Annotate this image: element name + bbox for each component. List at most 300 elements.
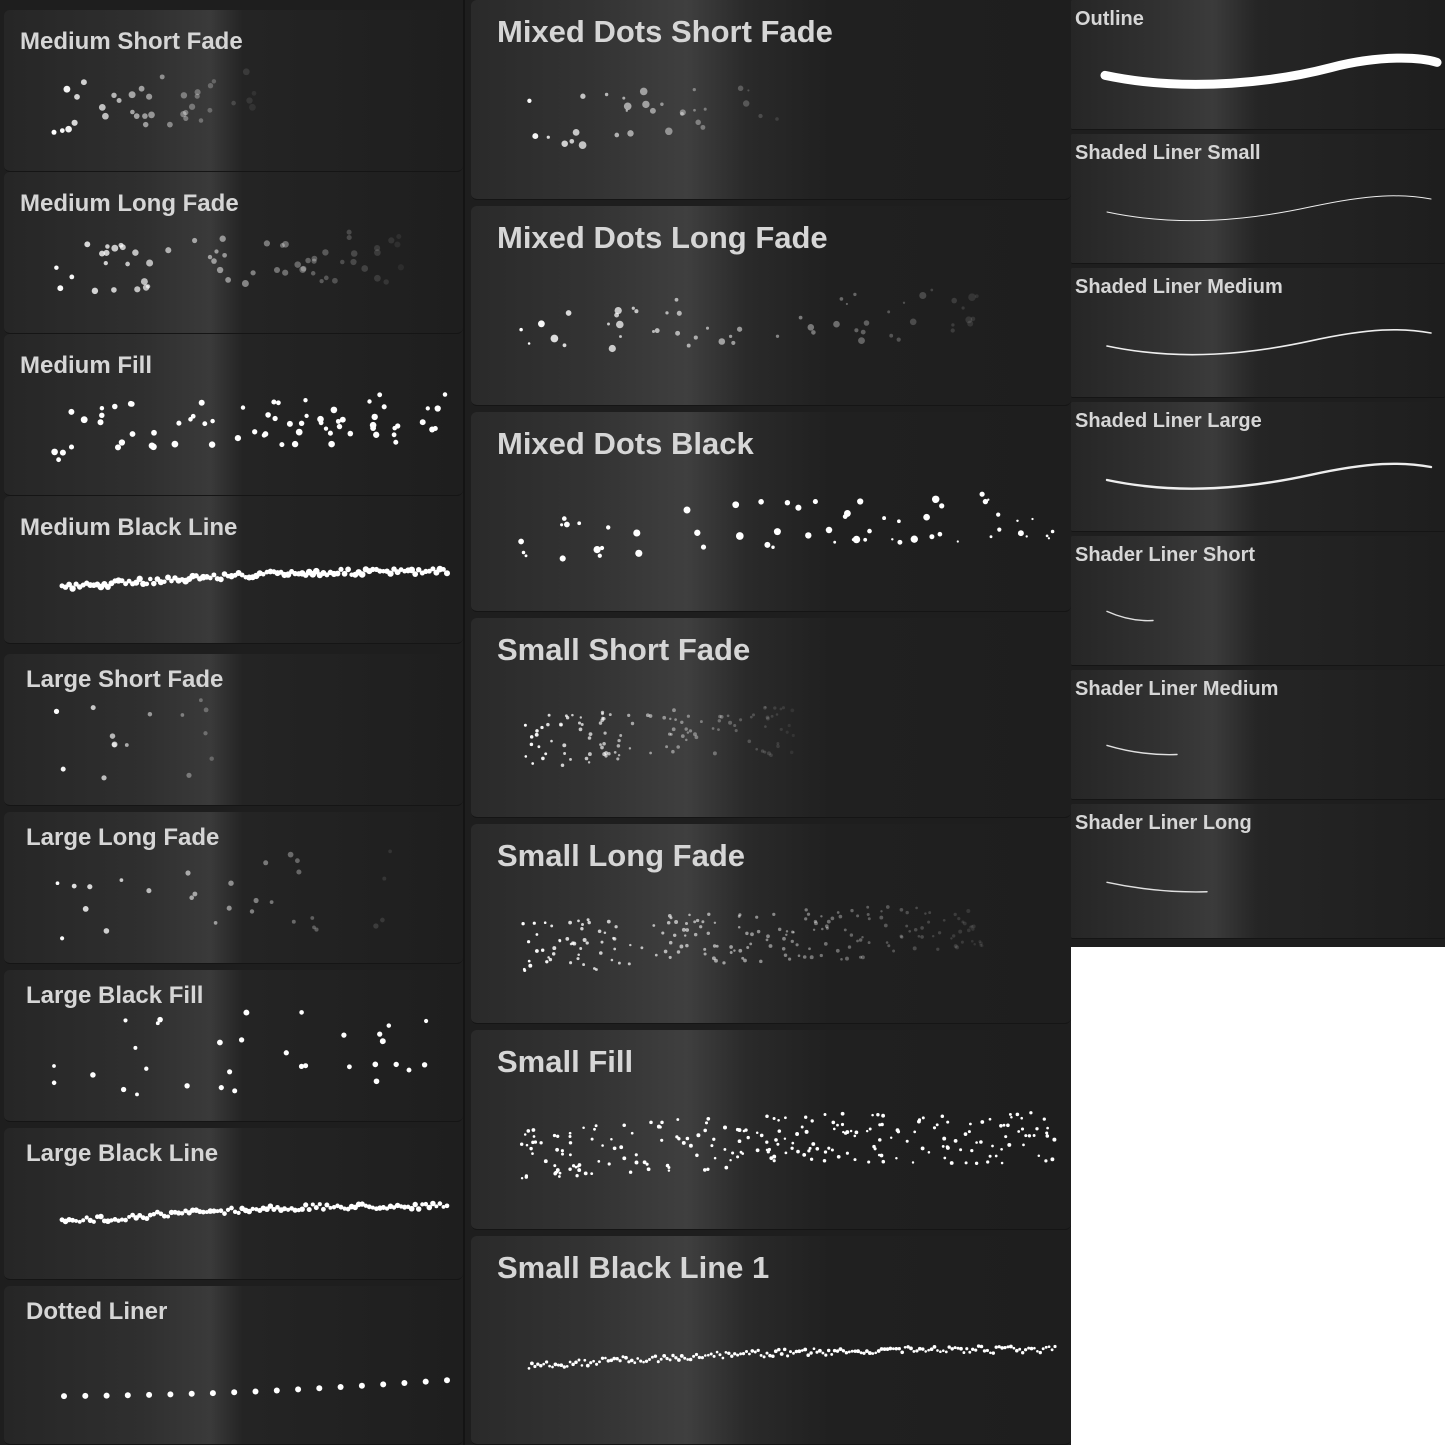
small-black-line-1-stroke-dot-59 bbox=[701, 1356, 704, 1359]
brush-card-mixed-dots-short-fade[interactable] bbox=[471, 0, 1071, 200]
brush-card-mixed-dots-black[interactable] bbox=[471, 412, 1071, 612]
mixed-dots-black-stroke-dot-59 bbox=[1031, 518, 1033, 520]
medium-long-fade-stroke-dot-56 bbox=[311, 271, 316, 276]
small-short-fade-stroke-dot-37 bbox=[776, 713, 779, 716]
small-fill-stroke-dot-123 bbox=[1046, 1134, 1050, 1138]
small-black-line-1-stroke-dot-7 bbox=[548, 1365, 551, 1368]
mixed-dots-short-fade-stroke-dot-23 bbox=[527, 99, 531, 103]
small-fill-stroke-dot-178 bbox=[837, 1155, 841, 1159]
small-fill-stroke-dot-28 bbox=[773, 1159, 776, 1162]
mixed-dots-long-fade-stroke-dot-10 bbox=[861, 330, 866, 335]
small-fill-stroke-dot-33 bbox=[804, 1116, 807, 1119]
medium-black-line-stroke-dot-29 bbox=[162, 579, 167, 584]
brush-card-shader-liner-long[interactable] bbox=[1071, 804, 1445, 939]
small-fill-stroke-dot-127 bbox=[1045, 1131, 1048, 1134]
mixed-dots-black-stroke-dot-35 bbox=[863, 538, 867, 542]
mixed-dots-black-stroke-dot-51 bbox=[932, 496, 939, 503]
small-short-fade-stroke-dot-1 bbox=[609, 713, 612, 716]
small-fill-stroke-dot-219 bbox=[768, 1148, 771, 1151]
small-long-fade-stroke-dot-118 bbox=[796, 943, 799, 946]
small-long-fade-stroke-dot-28 bbox=[924, 912, 926, 914]
medium-long-fade-stroke-dot-55 bbox=[322, 249, 328, 255]
medium-fill-stroke-dot-51 bbox=[130, 431, 136, 437]
small-short-fade-stroke-dot-91 bbox=[764, 706, 766, 708]
large-long-fade-stroke-dot-19 bbox=[263, 860, 268, 865]
medium-short-fade-stroke-dot-22 bbox=[199, 118, 204, 123]
brush-name: Shaded Liner Small bbox=[1075, 142, 1261, 164]
brush-card-shaded-liner-large[interactable] bbox=[1071, 402, 1445, 532]
small-short-fade-stroke-dot-67 bbox=[773, 706, 776, 709]
small-black-line-1-stroke-dot-42 bbox=[651, 1356, 654, 1359]
brush-card-shaded-liner-small[interactable] bbox=[1071, 134, 1445, 264]
small-black-line-1-stroke-dot-29 bbox=[612, 1357, 616, 1361]
medium-fill-stroke-dot-54 bbox=[296, 429, 303, 436]
small-black-line-1-stroke-dot-1 bbox=[530, 1362, 534, 1366]
small-fill-stroke-dot-0 bbox=[922, 1116, 925, 1119]
small-short-fade-stroke-dot-42 bbox=[776, 742, 779, 745]
small-long-fade-stroke-dot-144 bbox=[766, 939, 769, 942]
brush-card-large-black-line[interactable] bbox=[4, 1128, 463, 1280]
small-long-fade-stroke-dot-81 bbox=[798, 954, 801, 957]
small-black-line-1-stroke-dot-12 bbox=[563, 1365, 566, 1368]
small-fill-stroke-dot-161 bbox=[531, 1152, 534, 1155]
small-long-fade-stroke-dot-112 bbox=[807, 913, 810, 916]
mixed-dots-short-fade-stroke-dot-10 bbox=[569, 139, 574, 144]
small-fill-stroke-dot-188 bbox=[712, 1138, 715, 1141]
small-short-fade-stroke-dot-93 bbox=[601, 712, 604, 715]
small-long-fade-stroke-dot-171 bbox=[887, 944, 890, 947]
small-fill-stroke-dot-150 bbox=[706, 1168, 709, 1171]
small-black-line-1-stroke-dot-74 bbox=[745, 1350, 748, 1353]
small-long-fade-stroke-dot-138 bbox=[570, 943, 573, 946]
medium-long-fade-stroke-dot-24 bbox=[351, 250, 358, 257]
mixed-dots-long-fade-stroke-dot-35 bbox=[799, 316, 803, 320]
small-long-fade-stroke-dot-169 bbox=[850, 909, 853, 912]
small-fill-stroke-dot-215 bbox=[844, 1132, 847, 1135]
small-long-fade-stroke-dot-60 bbox=[587, 921, 590, 924]
brush-card-small-fill[interactable] bbox=[471, 1030, 1071, 1230]
mixed-dots-black-stroke-dot-55 bbox=[522, 551, 526, 555]
small-fill-stroke-dot-117 bbox=[942, 1145, 945, 1148]
medium-fill-stroke-dot-63 bbox=[324, 426, 328, 430]
large-black-fill-stroke-dot-23 bbox=[184, 1083, 189, 1088]
medium-fill-stroke-dot-0 bbox=[81, 416, 88, 423]
mixed-dots-black-stroke-dot-28 bbox=[1051, 530, 1055, 534]
small-short-fade-stroke-dot-86 bbox=[617, 739, 620, 742]
large-black-fill-stroke-dot-0 bbox=[227, 1069, 232, 1074]
small-long-fade-stroke-dot-18 bbox=[679, 945, 683, 949]
brush-name: Mixed Dots Long Fade bbox=[497, 220, 828, 255]
brush-card-large-black-fill[interactable] bbox=[4, 970, 463, 1122]
small-fill-stroke-dot-104 bbox=[647, 1167, 651, 1171]
brush-card-large-long-fade[interactable] bbox=[4, 812, 463, 964]
medium-fill-stroke-dot-10 bbox=[367, 399, 371, 403]
small-black-line-1-stroke-dot-148 bbox=[962, 1351, 965, 1354]
mixed-dots-black-stroke-dot-0 bbox=[939, 503, 944, 508]
medium-long-fade-stroke-dot-45 bbox=[120, 244, 126, 250]
medium-long-fade-stroke-dot-4 bbox=[264, 240, 270, 246]
brush-card-medium-black-line[interactable] bbox=[4, 496, 463, 644]
small-short-fade-stroke-dot-75 bbox=[755, 748, 758, 751]
brush-card-shaded-liner-medium[interactable] bbox=[1071, 268, 1445, 398]
small-fill-stroke-dot-74 bbox=[950, 1161, 954, 1165]
brush-column-1 bbox=[0, 0, 463, 1445]
small-fill-stroke-dot-197 bbox=[769, 1156, 773, 1160]
small-black-line-1-stroke-dot-97 bbox=[813, 1347, 816, 1350]
small-long-fade-stroke-dot-70 bbox=[786, 930, 788, 932]
small-black-line-1-stroke-dot-110 bbox=[851, 1350, 854, 1353]
small-fill-stroke-dot-76 bbox=[643, 1160, 647, 1164]
dotted-liner-stroke-dot-8 bbox=[231, 1389, 237, 1395]
small-fill-stroke-dot-183 bbox=[913, 1131, 916, 1134]
mixed-dots-long-fade-stroke-dot-52 bbox=[706, 327, 709, 330]
medium-fill-stroke-dot-28 bbox=[331, 407, 338, 414]
brush-card-small-short-fade[interactable] bbox=[471, 618, 1071, 818]
medium-long-fade-stroke-dot-49 bbox=[282, 270, 288, 276]
medium-black-line-stroke-dot-24 bbox=[144, 582, 149, 587]
medium-long-fade-stroke-dot-5 bbox=[165, 247, 171, 253]
mixed-dots-long-fade-stroke-dot-49 bbox=[614, 313, 619, 318]
small-short-fade-stroke-dot-26 bbox=[685, 727, 688, 730]
small-short-fade-stroke-dot-4 bbox=[671, 750, 675, 754]
large-black-line-stroke-dot-11 bbox=[98, 1214, 104, 1220]
small-short-fade-stroke-dot-74 bbox=[602, 742, 606, 746]
large-black-line-stroke-dot-48 bbox=[229, 1206, 234, 1211]
small-long-fade-stroke-dot-49 bbox=[905, 925, 908, 928]
small-black-line-1-stroke-dot-107 bbox=[842, 1349, 845, 1352]
small-long-fade-stroke-dot-156 bbox=[668, 914, 672, 918]
brush-card-small-black-line-1[interactable] bbox=[471, 1236, 1071, 1445]
medium-fill-stroke-dot-5 bbox=[68, 409, 74, 415]
small-black-line-1-stroke-dot-54 bbox=[686, 1358, 689, 1361]
medium-fill-stroke-dot-39 bbox=[151, 430, 157, 436]
small-fill-stroke-dot-108 bbox=[526, 1144, 529, 1147]
medium-short-fade-stroke-dot-20 bbox=[81, 79, 87, 85]
large-black-fill-stroke-dot-31 bbox=[372, 1062, 378, 1068]
small-fill-stroke-dot-72 bbox=[569, 1132, 572, 1135]
small-long-fade-stroke-dot-154 bbox=[915, 907, 918, 910]
small-black-line-1-stroke-dot-92 bbox=[797, 1349, 801, 1353]
small-short-fade-stroke-dot-6 bbox=[733, 724, 736, 727]
small-short-fade-stroke-dot-32 bbox=[672, 727, 676, 731]
small-short-fade-stroke-dot-35 bbox=[548, 714, 551, 717]
medium-fill-stroke-dot-11 bbox=[337, 424, 342, 429]
small-long-fade-stroke-dot-4 bbox=[978, 940, 981, 943]
mixed-dots-short-fade-stroke-dot-3 bbox=[758, 114, 762, 118]
small-short-fade-stroke-dot-62 bbox=[687, 715, 690, 718]
small-fill-stroke-dot-111 bbox=[881, 1114, 885, 1118]
small-long-fade-stroke-dot-177 bbox=[839, 915, 843, 919]
large-black-fill-stroke-dot-17 bbox=[144, 1067, 148, 1071]
small-long-fade-stroke-dot-76 bbox=[913, 946, 917, 950]
small-fill-stroke-dot-163 bbox=[582, 1127, 585, 1130]
small-black-line-1-stroke-dot-93 bbox=[801, 1349, 804, 1352]
brush-card-outline[interactable] bbox=[1071, 0, 1445, 130]
small-short-fade-stroke-dot-33 bbox=[780, 708, 783, 711]
small-long-fade-stroke-dot-103 bbox=[667, 921, 671, 925]
small-long-fade-stroke-dot-115 bbox=[713, 944, 716, 947]
small-long-fade-stroke-dot-56 bbox=[738, 926, 741, 929]
mixed-dots-long-fade-stroke-dot-39 bbox=[566, 310, 572, 316]
small-black-line-1-stroke-dot-88 bbox=[786, 1354, 789, 1357]
mixed-dots-short-fade-stroke-dot-5 bbox=[738, 86, 744, 92]
small-long-fade-stroke-dot-113 bbox=[694, 933, 697, 936]
large-long-fade-stroke-dot-4 bbox=[250, 909, 254, 913]
small-long-fade-stroke-dot-149 bbox=[730, 951, 733, 954]
small-long-fade-stroke-dot-121 bbox=[772, 913, 775, 916]
large-black-fill-stroke-dot-10 bbox=[394, 1062, 399, 1067]
mixed-dots-black-stroke-dot-10 bbox=[997, 528, 1001, 532]
small-fill-stroke-dot-171 bbox=[531, 1141, 534, 1144]
medium-fill-stroke-dot-64 bbox=[328, 441, 335, 448]
mixed-dots-long-fade-stroke-dot-17 bbox=[607, 323, 610, 326]
small-long-fade-stroke-dot-47 bbox=[782, 937, 786, 941]
small-fill-stroke-dot-119 bbox=[933, 1126, 936, 1129]
small-fill-stroke-dot-68 bbox=[601, 1144, 604, 1147]
medium-fill-stroke-dot-49 bbox=[382, 404, 387, 409]
brush-stroke-preview bbox=[4, 172, 463, 334]
large-short-fade-stroke-dot-11 bbox=[61, 767, 66, 772]
mixed-dots-long-fade-stroke-dot-15 bbox=[776, 335, 779, 338]
medium-fill-stroke-dot-38 bbox=[328, 431, 333, 436]
mixed-dots-short-fade-stroke-dot-13 bbox=[624, 102, 632, 110]
small-long-fade-stroke-dot-61 bbox=[850, 933, 853, 936]
small-short-fade-stroke-dot-89 bbox=[766, 717, 770, 721]
small-black-line-1-stroke-dot-72 bbox=[739, 1352, 742, 1355]
medium-short-fade-stroke-dot-36 bbox=[246, 97, 252, 103]
brush-card-medium-short-fade[interactable] bbox=[4, 10, 463, 172]
large-black-fill-stroke-dot-8 bbox=[133, 1046, 137, 1050]
small-fill-stroke-dot-79 bbox=[591, 1138, 594, 1141]
medium-short-fade-stroke-dot-32 bbox=[189, 104, 195, 110]
small-long-fade-stroke-dot-78 bbox=[640, 946, 643, 949]
small-short-fade-stroke-dot-82 bbox=[530, 743, 534, 747]
small-fill-stroke-dot-139 bbox=[866, 1130, 868, 1132]
medium-long-fade-stroke-dot-31 bbox=[192, 238, 197, 243]
brush-card-small-long-fade[interactable] bbox=[471, 824, 1071, 1024]
small-black-line-1-stroke-dot-101 bbox=[824, 1354, 827, 1357]
mixed-dots-black-stroke-dot-34 bbox=[1046, 535, 1049, 538]
large-black-line-stroke-dot-50 bbox=[236, 1211, 240, 1215]
small-black-line-1-stroke-dot-102 bbox=[827, 1349, 830, 1352]
small-black-line-1-stroke-dot-123 bbox=[889, 1347, 893, 1351]
small-long-fade-stroke-dot-184 bbox=[868, 917, 871, 920]
brush-card-medium-fill[interactable] bbox=[4, 334, 463, 496]
small-black-line-1-stroke-dot-62 bbox=[710, 1353, 713, 1356]
brush-card-dotted-liner[interactable] bbox=[4, 1286, 463, 1445]
medium-long-fade-stroke-dot-46 bbox=[57, 285, 63, 291]
small-black-line-1-stroke-dot-171 bbox=[1030, 1347, 1034, 1351]
small-short-fade-stroke-dot-87 bbox=[670, 733, 673, 736]
small-long-fade-stroke-dot-140 bbox=[759, 960, 763, 964]
small-fill-stroke-dot-78 bbox=[1007, 1143, 1011, 1147]
large-black-line-stroke-dot-6 bbox=[81, 1218, 85, 1222]
small-fill-stroke-dot-200 bbox=[796, 1150, 800, 1154]
medium-fill-stroke-dot-13 bbox=[100, 406, 104, 410]
small-fill-stroke-dot-5 bbox=[777, 1119, 780, 1122]
small-fill-stroke-dot-100 bbox=[785, 1152, 788, 1155]
large-black-fill-stroke-dot-19 bbox=[380, 1038, 386, 1044]
small-long-fade-stroke-dot-147 bbox=[967, 929, 971, 933]
medium-black-line-stroke-dot-45 bbox=[218, 577, 224, 583]
small-fill-stroke-dot-211 bbox=[836, 1124, 839, 1127]
small-long-fade-stroke-dot-122 bbox=[928, 911, 931, 914]
small-black-line-1-stroke-dot-30 bbox=[616, 1357, 619, 1360]
small-long-fade-stroke-dot-101 bbox=[523, 969, 526, 972]
small-long-fade-stroke-dot-83 bbox=[784, 954, 787, 957]
small-black-line-1-stroke-dot-70 bbox=[733, 1352, 736, 1355]
mixed-dots-black-stroke-dot-13 bbox=[560, 555, 566, 561]
brush-card-mixed-dots-long-fade[interactable] bbox=[471, 206, 1071, 406]
mixed-dots-short-fade-stroke-dot-22 bbox=[775, 117, 779, 121]
medium-fill-stroke-dot-48 bbox=[210, 419, 214, 423]
medium-fill-stroke-dot-67 bbox=[60, 450, 66, 456]
small-fill-stroke-dot-46 bbox=[533, 1135, 536, 1138]
medium-fill-stroke-dot-60 bbox=[370, 425, 376, 431]
small-black-line-1-stroke-dot-76 bbox=[750, 1349, 754, 1353]
mixed-dots-long-fade-stroke-dot-47 bbox=[897, 337, 901, 341]
mixed-dots-long-fade-stroke-dot-5 bbox=[833, 321, 840, 328]
medium-fill-stroke-dot-37 bbox=[202, 421, 207, 426]
mixed-dots-long-fade-stroke-dot-54 bbox=[910, 318, 917, 325]
brush-card-medium-long-fade[interactable] bbox=[4, 172, 463, 334]
small-long-fade-stroke-dot-15 bbox=[954, 913, 957, 916]
small-fill-stroke-dot-118 bbox=[553, 1134, 556, 1137]
shader-liner-medium-stroke-path bbox=[1107, 745, 1177, 754]
small-black-line-1-stroke-dot-170 bbox=[1027, 1347, 1030, 1350]
small-fill-stroke-dot-12 bbox=[774, 1138, 778, 1142]
brush-card-shader-liner-short[interactable] bbox=[1071, 536, 1445, 666]
large-black-fill-stroke-dot-20 bbox=[157, 1017, 163, 1023]
small-long-fade-stroke-dot-22 bbox=[837, 911, 840, 914]
dotted-liner-stroke-dot-13 bbox=[338, 1384, 344, 1390]
small-black-line-1-stroke-dot-99 bbox=[818, 1349, 822, 1353]
mixed-dots-long-fade-stroke-dot-29 bbox=[889, 334, 893, 338]
small-fill-stroke-dot-193 bbox=[631, 1132, 634, 1135]
mixed-dots-long-fade-stroke-dot-31 bbox=[858, 337, 865, 344]
brush-name: Mixed Dots Short Fade bbox=[497, 14, 833, 49]
small-fill-stroke-dot-186 bbox=[659, 1126, 662, 1129]
large-long-fade-stroke-dot-27 bbox=[104, 928, 110, 934]
small-short-fade-stroke-dot-0 bbox=[780, 728, 783, 731]
small-long-fade-stroke-dot-139 bbox=[729, 945, 733, 949]
medium-long-fade-stroke-dot-26 bbox=[211, 258, 217, 264]
small-fill-stroke-dot-62 bbox=[841, 1123, 844, 1126]
mixed-dots-long-fade-stroke-dot-45 bbox=[951, 298, 957, 304]
brush-card-large-short-fade[interactable] bbox=[4, 654, 463, 806]
small-long-fade-stroke-dot-110 bbox=[958, 930, 962, 934]
small-black-line-1-stroke-dot-126 bbox=[898, 1347, 901, 1350]
brush-card-shader-liner-medium[interactable] bbox=[1071, 670, 1445, 800]
small-fill-stroke-dot-208 bbox=[556, 1171, 559, 1174]
medium-long-fade-stroke-dot-32 bbox=[398, 264, 404, 270]
small-fill-stroke-dot-97 bbox=[943, 1157, 946, 1160]
small-long-fade-stroke-dot-190 bbox=[738, 913, 741, 916]
small-long-fade-stroke-dot-42 bbox=[688, 914, 691, 917]
medium-short-fade-stroke-dot-24 bbox=[60, 128, 65, 133]
medium-fill-stroke-dot-56 bbox=[443, 392, 447, 396]
large-short-fade-stroke-dot-4 bbox=[101, 775, 106, 780]
small-black-line-1-stroke-dot-27 bbox=[607, 1359, 610, 1362]
medium-black-line-stroke-dot-85 bbox=[359, 571, 366, 578]
small-fill-stroke-dot-73 bbox=[1000, 1148, 1003, 1151]
medium-black-line-stroke-dot-109 bbox=[444, 570, 450, 576]
small-black-line-1-stroke-dot-139 bbox=[936, 1349, 939, 1352]
mixed-dots-long-fade-stroke-dot-48 bbox=[718, 338, 725, 345]
medium-long-fade-stroke-dot-36 bbox=[225, 277, 231, 283]
medium-fill-stroke-dot-27 bbox=[433, 426, 438, 431]
medium-long-fade-stroke-dot-29 bbox=[383, 279, 388, 284]
small-black-line-1-stroke-dot-26 bbox=[604, 1357, 607, 1360]
small-fill-stroke-dot-95 bbox=[791, 1142, 794, 1145]
mixed-dots-black-stroke-dot-57 bbox=[1018, 530, 1024, 536]
medium-fill-stroke-dot-52 bbox=[348, 431, 354, 437]
brush-name: Medium Short Fade bbox=[20, 28, 243, 55]
small-black-line-1-stroke-dot-155 bbox=[983, 1349, 986, 1352]
small-fill-stroke-dot-112 bbox=[968, 1130, 971, 1133]
mixed-dots-long-fade-stroke-dot-26 bbox=[808, 324, 815, 331]
small-fill-stroke-dot-164 bbox=[714, 1157, 717, 1160]
small-long-fade-stroke-dot-126 bbox=[879, 916, 883, 920]
small-fill-stroke-dot-23 bbox=[853, 1158, 856, 1161]
small-fill-stroke-dot-214 bbox=[575, 1166, 578, 1169]
small-short-fade-stroke-dot-115 bbox=[735, 729, 738, 732]
small-short-fade-stroke-dot-102 bbox=[674, 718, 677, 721]
small-fill-stroke-dot-50 bbox=[801, 1126, 804, 1129]
mixed-dots-long-fade-stroke-dot-3 bbox=[563, 343, 567, 347]
small-black-line-1-stroke-dot-152 bbox=[974, 1349, 977, 1352]
medium-long-fade-stroke-dot-53 bbox=[294, 261, 300, 267]
medium-long-fade-stroke-dot-27 bbox=[274, 267, 280, 273]
mixed-dots-short-fade-stroke-dot-4 bbox=[627, 130, 633, 136]
mixed-dots-black-stroke-dot-9 bbox=[929, 534, 934, 539]
small-short-fade-stroke-dot-16 bbox=[665, 745, 668, 748]
small-long-fade-stroke-dot-153 bbox=[552, 952, 555, 955]
mixed-dots-black-stroke-dot-25 bbox=[785, 500, 790, 505]
dotted-liner-stroke-dot-16 bbox=[401, 1380, 407, 1386]
small-black-line-1-stroke-dot-172 bbox=[1033, 1347, 1036, 1350]
small-fill-stroke-dot-132 bbox=[986, 1160, 989, 1163]
small-black-line-1-stroke-dot-168 bbox=[1021, 1351, 1024, 1354]
small-fill-stroke-dot-3 bbox=[619, 1145, 623, 1149]
small-black-line-1-stroke-dot-169 bbox=[1024, 1348, 1027, 1351]
brush-stroke-preview bbox=[471, 206, 1071, 406]
small-black-line-1-stroke-dot-56 bbox=[692, 1355, 695, 1358]
mixed-dots-long-fade-stroke-dot-34 bbox=[903, 302, 905, 304]
small-fill-stroke-dot-162 bbox=[710, 1144, 713, 1147]
small-long-fade-stroke-dot-196 bbox=[900, 935, 903, 938]
large-short-fade-stroke-dot-14 bbox=[54, 709, 59, 714]
small-long-fade-stroke-dot-152 bbox=[785, 934, 787, 936]
small-long-fade-stroke-dot-191 bbox=[738, 949, 742, 953]
small-short-fade-stroke-dot-90 bbox=[561, 764, 565, 768]
small-fill-stroke-dot-27 bbox=[928, 1151, 931, 1154]
brush-name: Shader Liner Long bbox=[1075, 812, 1252, 834]
large-black-line-stroke-dot-4 bbox=[74, 1219, 78, 1223]
small-fill-stroke-dot-205 bbox=[668, 1169, 670, 1171]
brush-stroke-preview bbox=[4, 970, 463, 1122]
mixed-dots-long-fade-stroke-dot-8 bbox=[919, 292, 926, 299]
medium-long-fade-stroke-dot-54 bbox=[146, 284, 150, 288]
mixed-dots-black-stroke-dot-32 bbox=[525, 554, 528, 557]
large-long-fade-stroke-dot-8 bbox=[227, 906, 232, 911]
small-fill-stroke-dot-113 bbox=[991, 1145, 994, 1148]
mixed-dots-black-stroke-dot-46 bbox=[694, 530, 700, 536]
small-black-line-1-stroke-dot-31 bbox=[619, 1359, 622, 1362]
large-long-fade-stroke-dot-7 bbox=[56, 881, 60, 885]
small-fill-stroke-dot-59 bbox=[524, 1133, 527, 1136]
dotted-liner-stroke-dot-17 bbox=[423, 1379, 429, 1385]
